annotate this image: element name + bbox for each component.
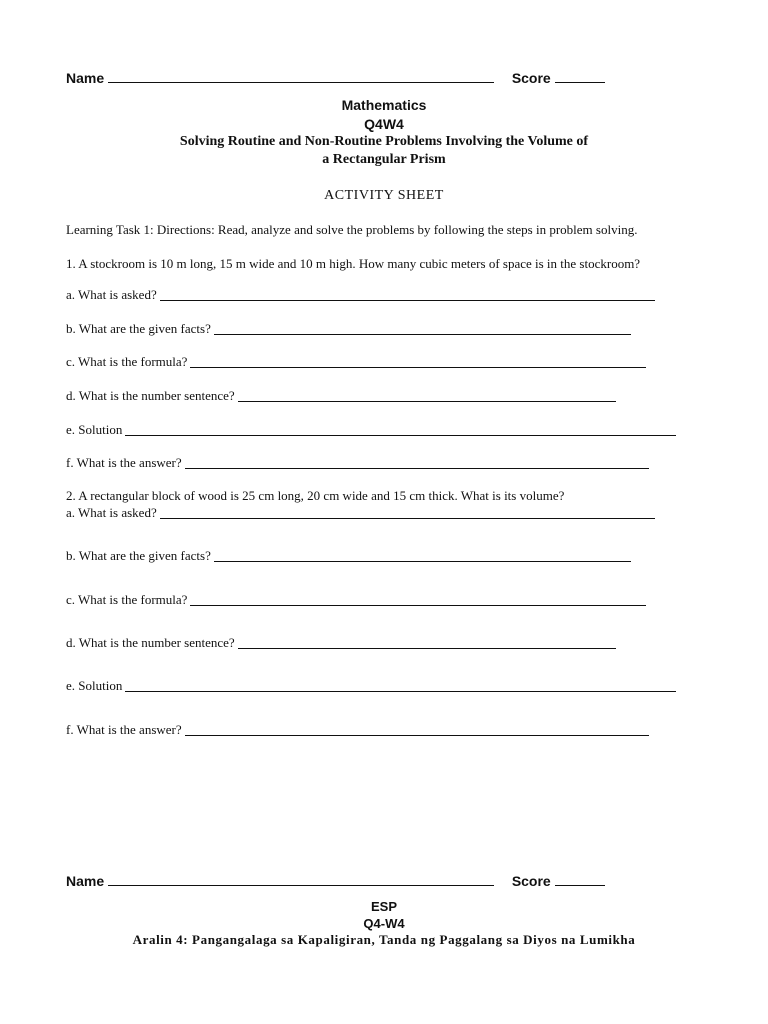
item-label: b. What are the given facts? — [66, 548, 211, 563]
name-blank[interactable] — [108, 69, 494, 83]
answer-blank[interactable] — [238, 636, 616, 649]
item-label: e. Solution — [66, 422, 123, 437]
name-score-row-bottom — [66, 872, 605, 889]
item-label: a. What is asked? — [66, 287, 157, 302]
score-label: Score — [511, 70, 551, 86]
answer-blank[interactable] — [160, 288, 655, 301]
item-label: f. What is the answer? — [66, 455, 182, 470]
problem-2-item-d — [66, 635, 616, 651]
esp-lesson-title: Aralin 4: Pangangalaga sa Kapaligiran, Tanda ng Paggalang sa Diyos na Lumikha — [132, 932, 636, 947]
lesson-title-line1: Solving Routine and Non-Routine Problems Involving the Volume of — [179, 134, 589, 149]
score-blank[interactable] — [555, 69, 605, 83]
answer-blank[interactable] — [190, 355, 646, 368]
problem-2-item-f — [66, 722, 649, 738]
score-blank[interactable] — [555, 872, 605, 886]
problem-1-item-d — [66, 388, 616, 404]
answer-blank[interactable] — [238, 389, 616, 402]
problem-1-item-f — [66, 455, 649, 471]
answer-blank[interactable] — [185, 723, 649, 736]
item-label: b. What are the given facts? — [66, 321, 211, 336]
name-score-row-top — [66, 69, 605, 86]
answer-blank[interactable] — [214, 549, 631, 562]
answer-blank[interactable] — [125, 423, 676, 436]
answer-blank[interactable] — [214, 322, 631, 335]
problem-1-item-c — [66, 354, 646, 370]
problem-2-item-a — [66, 505, 655, 521]
answer-blank[interactable] — [185, 456, 649, 469]
problem-1-item-b — [66, 321, 631, 337]
esp-subject-title: ESP — [370, 899, 397, 914]
problem-2-item-e — [66, 678, 676, 694]
lesson-title-line2: a Rectangular Prism — [322, 152, 446, 167]
activity-sheet-heading: ACTIVITY SHEET — [324, 188, 444, 203]
problem-2-item-c — [66, 592, 646, 608]
subject-title: Mathematics — [341, 97, 427, 113]
item-label: d. What is the number sentence? — [66, 388, 235, 403]
item-label: e. Solution — [66, 678, 123, 693]
name-label: Name — [66, 873, 105, 889]
item-label: c. What is the formula? — [66, 354, 188, 369]
answer-blank[interactable] — [160, 506, 655, 519]
directions-text: Learning Task 1: Directions: Read, analyze and solve the problems by following the steps in problem solving. — [66, 222, 638, 237]
problem-1-item-a — [66, 287, 655, 303]
problem-2-text: 2. A rectangular block of wood is 25 cm long, 20 cm wide and 15 cm thick. What is its volume? — [66, 488, 565, 503]
esp-quarter-week-code: Q4-W4 — [363, 916, 405, 931]
quarter-week-code: Q4W4 — [364, 116, 404, 132]
score-label: Score — [511, 873, 551, 889]
item-label: d. What is the number sentence? — [66, 635, 235, 650]
answer-blank[interactable] — [125, 679, 676, 692]
name-label: Name — [66, 70, 105, 86]
item-label: c. What is the formula? — [66, 592, 188, 607]
item-label: a. What is asked? — [66, 505, 157, 520]
name-blank[interactable] — [108, 872, 494, 886]
problem-1-item-e — [66, 422, 676, 438]
problem-1-text: 1. A stockroom is 10 m long, 15 m wide and 10 m high. How many cubic meters of space is in the stockroom? — [66, 256, 641, 271]
answer-blank[interactable] — [190, 593, 646, 606]
item-label: f. What is the answer? — [66, 722, 182, 737]
problem-2-item-b — [66, 548, 631, 564]
